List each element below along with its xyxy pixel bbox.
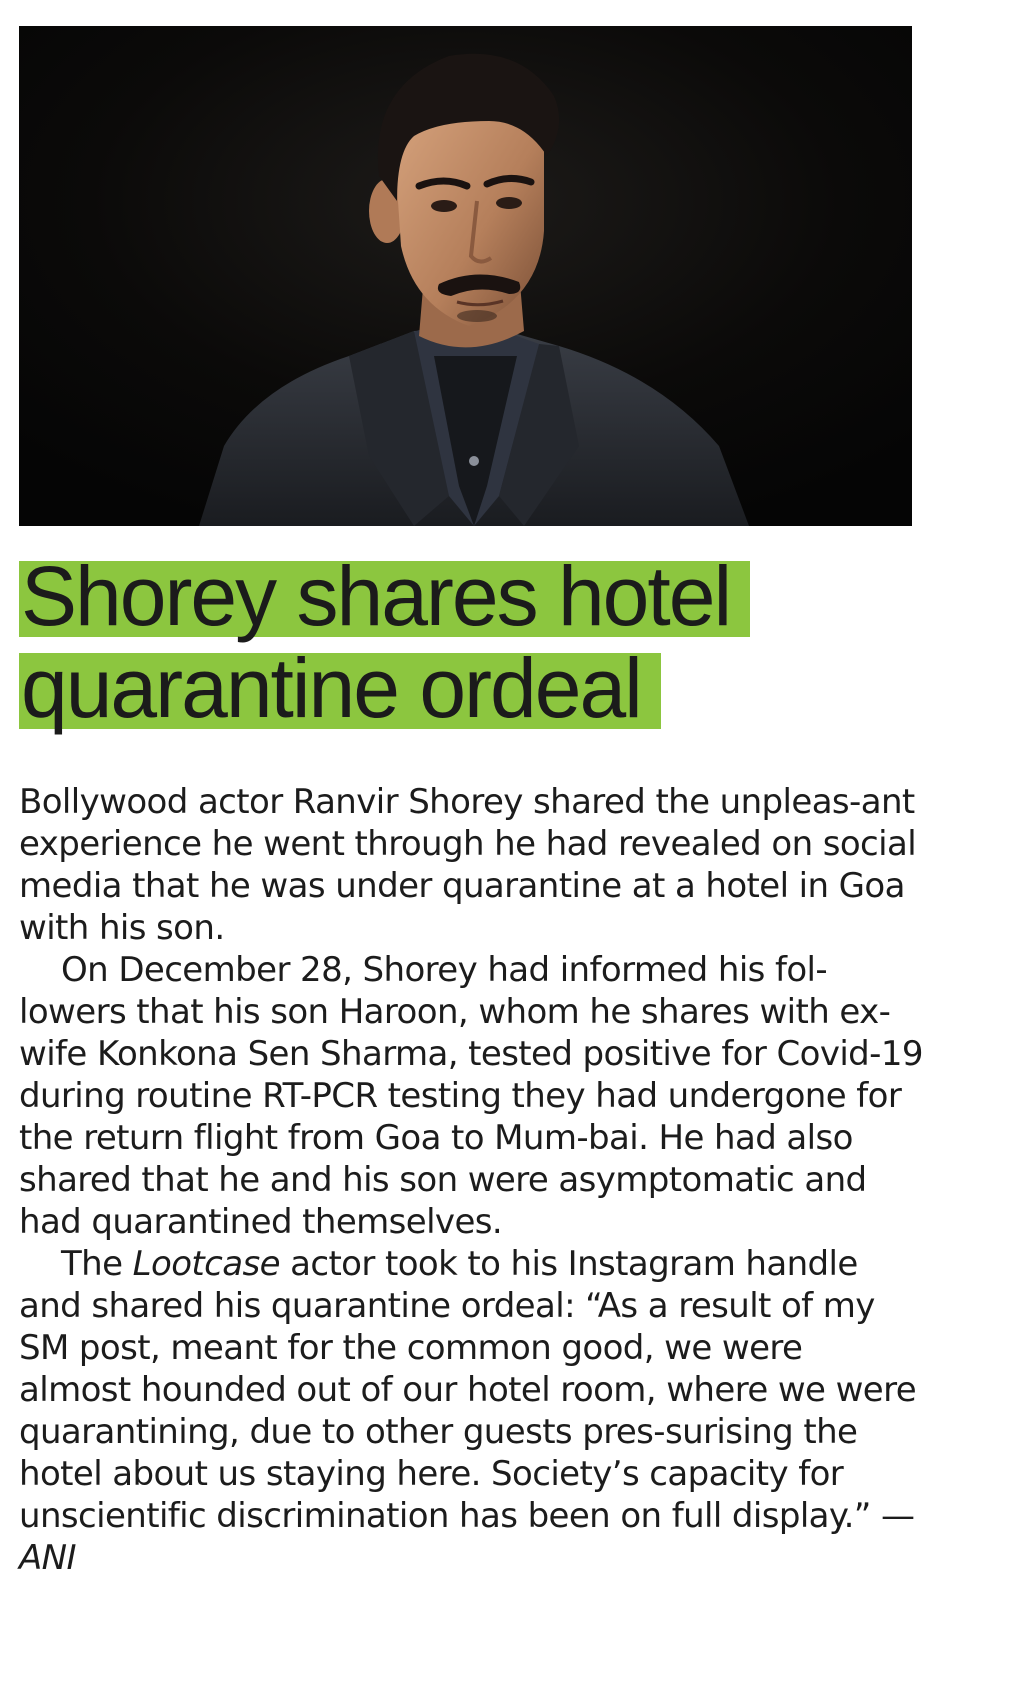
agency-credit: ANI xyxy=(19,1538,76,1578)
film-title: Lootcase xyxy=(132,1244,280,1284)
paragraph-2: On December 28, Shorey had informed his fol-lowers that his son Haroon, whom he shares with ex-wife Konkona Sen Sharma, tested positive for Covid-19 during routine RT-PCR testing they had undergone for the return flight from Goa to Mum-bai. He had also shared that he and his son were asymptomatic and had quarantined themselves. xyxy=(19,950,923,1242)
paragraph-3 xyxy=(19,1243,924,1579)
article-body xyxy=(19,781,924,1579)
headline xyxy=(19,549,919,742)
headline-line-1: Shorey shares hotel xyxy=(19,561,750,637)
article-photo xyxy=(19,26,912,526)
portrait-illustration xyxy=(19,26,912,526)
paragraph-3-quote: actor took to his Instagram handle and shared his quarantine ordeal: “As a result of my SM post, meant for the common good, we were almost hounded out of our hotel room, where we were quarantining, due to other guests pres-surising the hotel about us staying here. Society’s capacity for unscientific discrimination has been on full display.” — xyxy=(19,1244,917,1536)
paragraph-1: Bollywood actor Ranvir Shorey shared the unpleas-ant experience he went through he had revealed on social media that he was under quarantine at a hotel in Goa with his son. xyxy=(19,782,917,948)
headline-line-2: quarantine ordeal xyxy=(19,653,661,729)
paragraph-3-lead: The xyxy=(61,1244,133,1284)
